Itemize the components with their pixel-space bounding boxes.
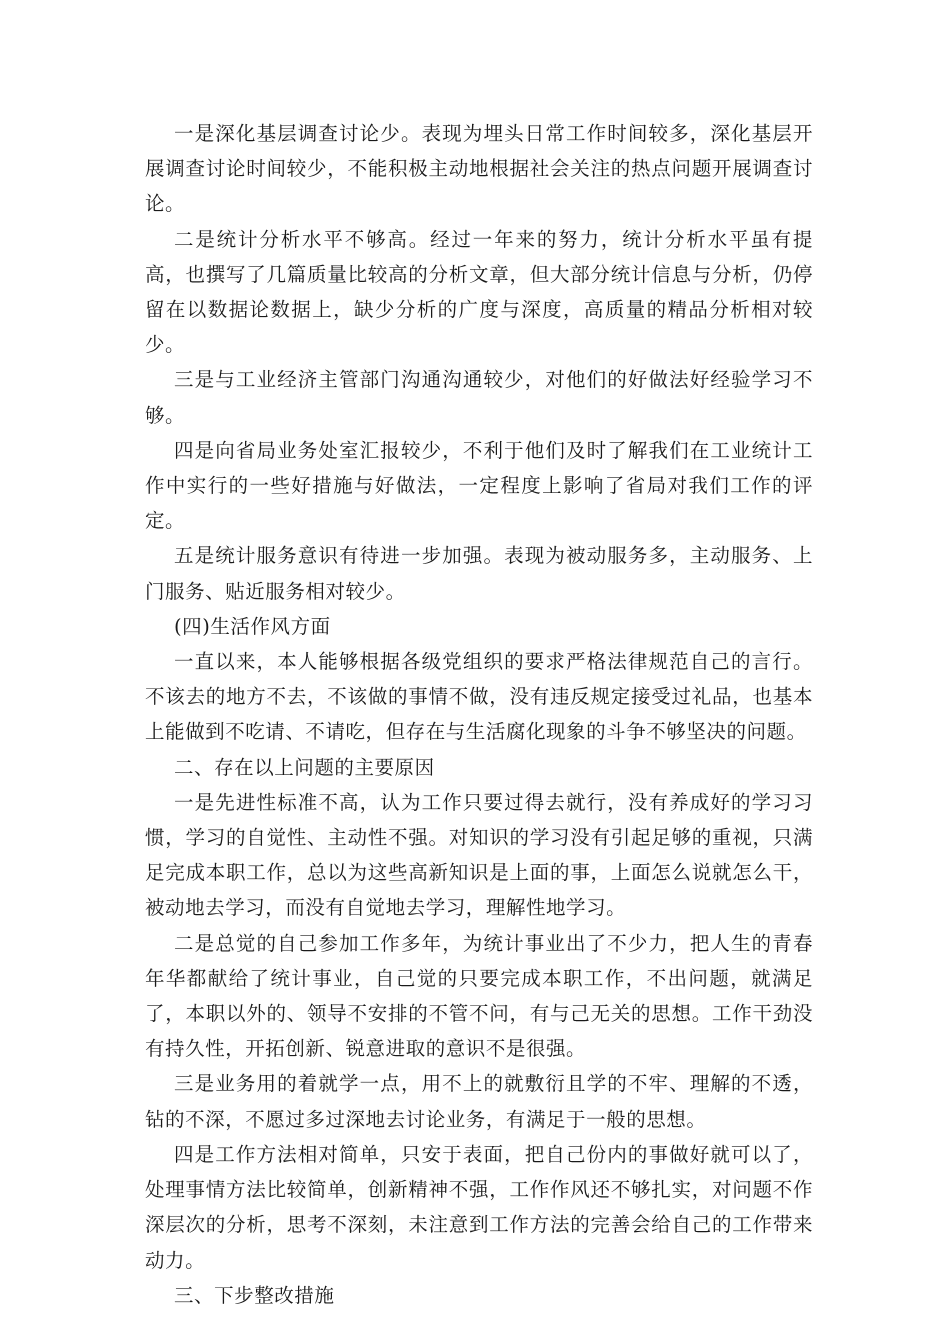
- paragraph-cause-complacency: 二是总觉的自己参加工作多年，为统计事业出了不少力，把人生的青春年华都献给了统计事业，自己觉的只要完成本职工作，不出问题，就满足了，本职以外的、领导不安排的不管不问，有与己无关的思想。工作干劲没有持久性，开拓创新、锐意进取的意识不是很强。: [145, 931, 813, 1061]
- paragraph-lifestyle: 一直以来，本人能够根据各级党组织的要求严格法律规范自己的言行。不该去的地方不去，不该做的事情不做，没有违反规定接受过礼品，也基本上能做到不吃请、不请吃，但存在与生活腐化现象的斗争不够坚决的问题。: [145, 650, 813, 744]
- paragraph-service: 五是统计服务意识有待进一步加强。表现为被动服务多，主动服务、上门服务、贴近服务相对较少。: [145, 544, 813, 603]
- paragraph-communication: 三是与工业经济主管部门沟通沟通较少，对他们的好做法好经验学习不够。: [145, 368, 813, 427]
- paragraph-cause-methods: 四是工作方法相对简单，只安于表面，把自己份内的事做好就可以了，处理事情方法比较简单，创新精神不强，工作作风还不够扎实，对问题不作深层次的分析，思考不深刻，未注意到工作方法的完善会给自己的工作带来动力。: [145, 1142, 813, 1272]
- section-heading-lifestyle: (四)生活作风方面: [174, 614, 331, 638]
- paragraph-cause-learning: 三是业务用的着就学一点，用不上的就敷衍且学的不牢、理解的不透，钻的不深，不愿过多过深地去讨论业务，有满足于一般的思想。: [145, 1072, 813, 1131]
- document-body: [145, 116, 813, 1313]
- paragraph-analysis: 二是统计分析水平不够高。经过一年来的努力，统计分析水平虽有提高，也撰写了几篇质量比较高的分析文章，但大部分统计信息与分析，仍停留在以数据论数据上，缺少分析的广度与深度，高质量的精品分析相对较少。: [145, 227, 813, 357]
- paragraph-cause-standards: 一是先进性标准不高，认为工作只要过得去就行，没有养成好的学习习惯，学习的自觉性、主动性不强。对知识的学习没有引起足够的重视，只满足完成本职工作，总以为这些高新知识是上面的事，上面怎么说就怎么干，被动地去学习，而没有自觉地去学习，理解性地学习。: [145, 790, 813, 920]
- paragraph-research: 一是深化基层调查讨论少。表现为埋头日常工作时间较多，深化基层开展调查讨论时间较少，不能积极主动地根据社会关注的热点问题开展调查讨论。: [145, 122, 813, 216]
- section-heading-measures: 三、下步整改措施: [174, 1283, 335, 1307]
- section-heading-causes: 二、存在以上问题的主要原因: [174, 755, 435, 779]
- paragraph-reporting: 四是向省局业务处室汇报较少，不利于他们及时了解我们在工业统计工作中实行的一些好措施与好做法，一定程度上影响了省局对我们工作的评定。: [145, 438, 813, 533]
